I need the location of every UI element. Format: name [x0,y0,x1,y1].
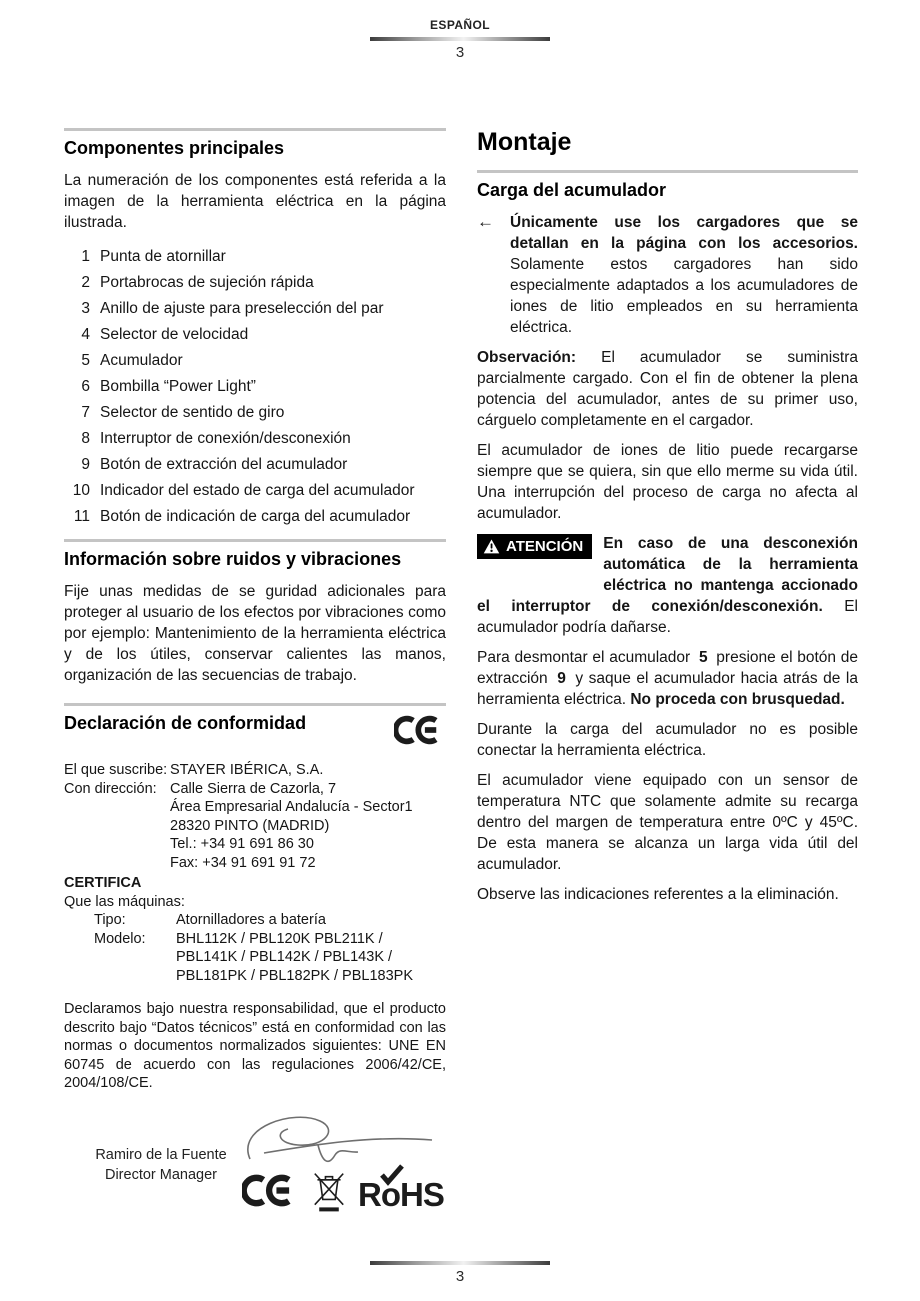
modelo-line: BHL112K / PBL120K PBL211K / [176,930,383,947]
address-value: Área Empresarial Andalucía - Sector1 [170,799,413,815]
charge-title: Carga del acumulador [477,180,667,200]
component-label: Selector de sentido de giro [100,404,285,421]
attention-badge [477,534,592,559]
page-footer [0,1256,920,1285]
page-number-bottom: 3 [455,1268,465,1285]
component-number: 8 [81,430,90,447]
component-item [64,272,446,293]
noise-body: Fije unas medidas de se guridad adicionales para proteger al usuario de los efectos por vibraciones como por ejemplo: Mantenimiento de la herramienta eléctrica y de los útiles, conservar calientes las manos, organización de las secuencias de trabajo. [64,583,446,684]
conformity-title: Declaración de conformidad [64,713,307,733]
component-label: Selector de velocidad [100,326,249,343]
page-number-top: 3 [455,44,465,61]
signer-name: Ramiro de la Fuente [95,1146,227,1163]
address-value: Calle Sierra de Cazorla, 7 [170,780,337,797]
component-label: Indicador del estado de carga del acumulador [100,482,415,499]
address-value: STAYER IBÉRICA, S.A. [170,762,324,778]
component-number: 1 [81,248,90,265]
component-item [64,324,446,345]
left-arrow-icon: ← [477,212,494,231]
components-title: Componentes principales [64,138,285,158]
charging-note-paragraph: Durante la carga del acumulador no es posible conectar la herramienta eléctrica. [477,721,858,759]
attention-paragraph [477,533,858,638]
components-list [64,246,446,527]
section-rule [477,170,858,173]
component-number: 11 [73,508,90,525]
observation-label: Observación: [477,349,577,366]
component-number: 5 [81,352,90,369]
address-value: Tel.: +34 91 691 86 30 [170,836,314,852]
modelo-line: PBL141K / PBL142K / PBL143K / [176,949,393,965]
observation-paragraph: Observación: El acumulador se suministra parcialmente cargado. Con el fin de obtener la plena potencia del acumulador, antes de su primer uso, cárguelo completamente en el cargador. [477,349,858,429]
address-label: El que suscribe: [64,762,168,778]
component-item [64,454,446,475]
component-number: 3 [81,300,90,317]
component-label: Interruptor de conexión/desconexión [100,430,351,447]
tipo-label: Tipo: [94,912,126,928]
liion-paragraph: El acumulador de iones de litio puede recargarse siempre que se quiera, sin que ello merme su vida útil. Una interrupción del proceso de carga no afecta al acumulador. [477,442,858,522]
component-number: 10 [72,482,90,499]
component-item [64,350,446,371]
attention-bold: En caso de una desconexión automática de la herramienta eléctrica no mantenga accionado el interruptor de conexión/desconexión. [477,535,858,615]
montaje-title: Montaje [477,128,572,156]
address-block [64,761,446,1093]
attention-rest: El acumulador podría dañarse. [477,598,858,636]
modelo-label: Modelo: [94,930,146,947]
charger-warning [477,212,858,338]
address-value: Fax: +34 91 691 91 72 [170,854,316,871]
disposal-paragraph: Observe las indicaciones referentes a la eliminación. [477,886,839,903]
weee-bin-icon [313,1169,345,1212]
charger-warning-rest: Solamente estos cargadores han sido especialmente adaptados a los acumuladores de iones de litio empleados en su herramienta eléctrica. [510,256,858,336]
modelo-line: PBL181PK / PBL182PK / PBL183PK [176,967,413,984]
remove-battery-paragraph: Para desmontar el acumulador 5 presione el botón de extracción 9 y saque el acumulador hacia atrás de la herramienta eléctrica. No proceda con brusquedad. [477,649,859,708]
component-item [64,480,446,501]
ce-mark-icon [394,713,446,747]
declaration-paragraph: Declaramos bajo nuestra responsabilidad, que el producto descrito bajo “Datos técnicos” está en conformidad con las normas o documentos normalizados siguientes: UNE EN 60745 de acuerdo con las regulaciones 2006/42/CE, 2004/108/CE. [64,1001,446,1091]
address-label [64,817,170,836]
signer-title: Director Manager [104,1166,217,1183]
component-item [64,428,446,449]
ce-mark-icon [242,1172,300,1209]
certification-icons-row [242,1169,444,1212]
address-label [64,835,170,854]
page-header [0,18,920,61]
component-item [64,506,446,527]
right-column [477,128,858,914]
components-intro: La numeración de los componentes está referida a la imagen de la herramienta eléctrica en la página ilustrada. [64,172,446,231]
ref-number-9: 9 [557,670,566,687]
component-label: Acumulador [100,352,183,369]
component-label: Punta de atornillar [100,248,226,265]
language-label: ESPAÑOL [430,18,490,32]
check-icon [379,1164,405,1186]
remove-bold: No proceda con brusquedad. [630,691,845,708]
component-label: Portabrocas de sujeción rápida [100,274,314,291]
signer-block [86,1145,236,1185]
header-rule [370,37,550,41]
signature-area [64,1115,446,1237]
component-number: 9 [81,456,90,473]
address-label: Con dirección: [64,780,157,797]
footer-rule [370,1261,550,1265]
address-label [64,798,170,817]
ntc-paragraph: El acumulador viene equipado con un sensor de temperatura NTC que solamente admite su recarga dentro del margen de temperatura entre 0ºC y 45ºC. De esta manera se alcanza un larga vida útil del acumulador. [477,772,858,873]
warning-triangle-icon [483,539,500,554]
tipo-value: Atornilladores a batería [176,912,326,928]
charger-warning-bold: Únicamente use los cargadores que se detallan en la página con los accesorios. [510,214,858,252]
component-item [64,376,446,397]
noise-title: Información sobre ruidos y vibraciones [64,549,402,569]
left-column [64,128,446,1237]
component-number: 7 [81,404,90,421]
component-label: Bombilla “Power Light” [100,378,256,395]
component-label: Botón de indicación de carga del acumulador [100,508,411,525]
component-number: 2 [81,274,90,291]
component-item [64,246,446,267]
section-rule [64,539,446,542]
certifica-label: CERTIFICA [64,875,142,891]
attention-badge-label: ATENCIÓN [506,538,584,555]
rohs-logo: R oHS [358,1170,444,1211]
machines-intro: Que las máquinas: [64,893,185,910]
ref-number-5: 5 [698,649,708,666]
component-number: 6 [81,378,90,395]
component-number: 4 [81,326,90,343]
component-item [64,298,446,319]
component-item [64,402,446,423]
component-label: Botón de extracción del acumulador [100,456,348,473]
address-label [64,854,170,873]
section-rule [64,703,446,706]
component-label: Anillo de ajuste para preselección del par [100,300,384,317]
address-value: 28320 PINTO (MADRID) [170,817,330,834]
section-rule [64,128,446,131]
